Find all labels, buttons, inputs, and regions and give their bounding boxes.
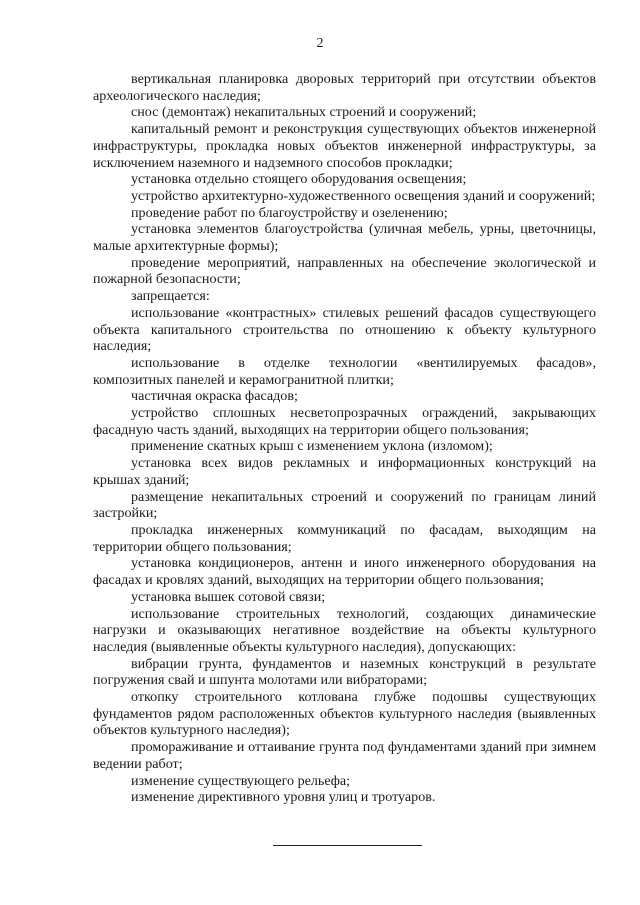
page-number: 2 [316,36,324,51]
paragraph: установка элементов благоустройства (уличная мебель, урны, цветочницы, малые архитектурные формы); [93,221,596,255]
paragraph: изменение существующего рельефа; [131,772,351,789]
paragraph: вибрации грунта, фундаментов и наземных конструкций в результате погружения свай и шпунта молотами или вибраторами; [93,655,596,689]
paragraph: проведение работ по благоустройству и озеленению; [131,204,448,221]
paragraph: установка вышек сотовой связи; [131,588,326,605]
document-body [93,71,596,806]
paragraph: использование «контрастных» стилевых решений фасадов существующего объекта капитального строительства по отношению к объекту культурного наследия; [93,304,596,355]
paragraph: частичная окраска фасадов; [131,388,298,405]
paragraph: проведение мероприятий, направленных на обеспечение экологической и пожарной безопасности; [93,254,596,288]
paragraph: откопку строительного котлована глубже подошвы существующих фундаментов рядом расположенных объектов культурного наследия (выявленных объектов культурного наследия); [93,689,596,739]
paragraph: устройство сплошных несветопрозрачных ограждений, закрывающих фасадную часть зданий, выходящих на территории общего пользования; [93,405,596,438]
paragraph: капитальный ремонт и реконструкция существующих объектов инженерной инфраструктуры, прокладка новых объектов инженерной инфраструктуры, за исключением наземного и надземного способов прокладки; [93,121,596,171]
paragraph: прокладка инженерных коммуникаций по фасадам, выходящим на территории общего пользования; [93,521,596,555]
end-divider-line [273,845,422,846]
paragraph: установка кондиционеров, антенн и иного инженерного оборудования на фасадах и кровлях зданий, выходящих на территории общего пользования; [93,555,596,589]
paragraph: запрещается: [131,288,210,305]
paragraph: вертикальная планировка дворовых территорий при отсутствии объектов археологического наследия; [93,71,596,104]
paragraph: применение скатных крыш с изменением уклона (изломом); [131,438,493,455]
paragraph: размещение некапитальных строений и сооружений по границам линий застройки; [93,488,596,522]
paragraph: установка отдельно стоящего оборудования освещения; [131,171,467,188]
paragraph: устройство архитектурно-художественного освещения зданий и сооружений; [131,187,596,204]
paragraph: установка всех видов рекламных и информационных конструкций на крышах зданий; [93,455,596,488]
paragraph: использование в отделке технологии «вентилируемых фасадов», композитных панелей и керамогранитной плитки; [93,354,596,388]
paragraph: снос (демонтаж) некапитальных строений и сооружений; [131,104,477,121]
paragraph: промораживание и оттаивание грунта под фундаментами зданий при зимнем ведении работ; [93,739,596,772]
paragraph: использование строительных технологий, создающих динамические нагрузки и оказывающих негативное воздействие на объекты культурного наследия (выявленные объекты культурного наследия), допускающих: [93,605,596,655]
paragraph: изменение директивного уровня улиц и тротуаров. [131,789,436,806]
